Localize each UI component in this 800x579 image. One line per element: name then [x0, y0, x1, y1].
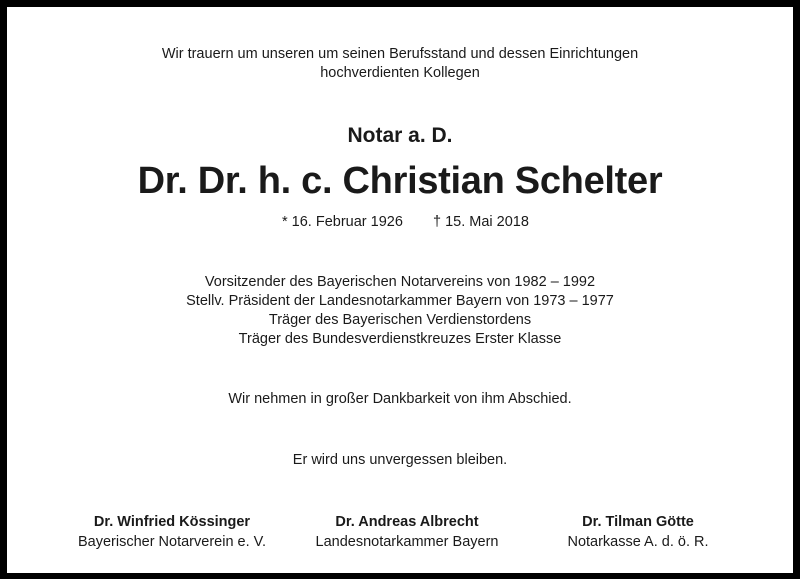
signatory-organization: Notarkasse A. d. ö. R.	[567, 534, 709, 550]
remembrance-text: Er wird uns unvergessen bleiben.	[292, 452, 508, 468]
death-date: † 15. Mai 2018	[433, 214, 529, 230]
signatory-name: Dr. Winfried Kössinger	[93, 514, 251, 530]
signatory-albrecht	[292, 512, 522, 552]
signatory-name: Dr. Andreas Albrecht	[335, 514, 479, 530]
honor-line: Stellv. Präsident der Landesnotarkammer Bayern von 1973 – 1977	[186, 293, 614, 309]
signatory-kossinger	[57, 512, 287, 552]
signatory-name: Dr. Tilman Götte	[582, 514, 694, 530]
signatory-organization: Landesnotarkammer Bayern	[315, 534, 499, 550]
honor-line: Träger des Bundesverdienstkreuzes Erster Klasse	[238, 331, 562, 347]
deceased-name: Dr. Dr. h. c. Christian Schelter	[137, 160, 663, 202]
signatory-organization: Bayerischer Notarverein e. V.	[77, 534, 267, 550]
deceased-title: Notar a. D.	[347, 124, 453, 147]
intro-line: Wir trauern um unseren um seinen Berufsstand und dessen Einrichtungen	[161, 46, 639, 62]
signatory-gotte	[523, 512, 753, 552]
honor-line: Träger des Bayerischen Verdienstordens	[268, 312, 532, 328]
farewell-text: Wir nehmen in großer Dankbarkeit von ihm Abschied.	[228, 391, 572, 407]
intro-line: hochverdienten Kollegen	[320, 65, 480, 81]
honor-line: Vorsitzender des Bayerischen Notarvereins von 1982 – 1992	[204, 274, 596, 290]
birth-date: * 16. Februar 1926	[282, 214, 403, 230]
